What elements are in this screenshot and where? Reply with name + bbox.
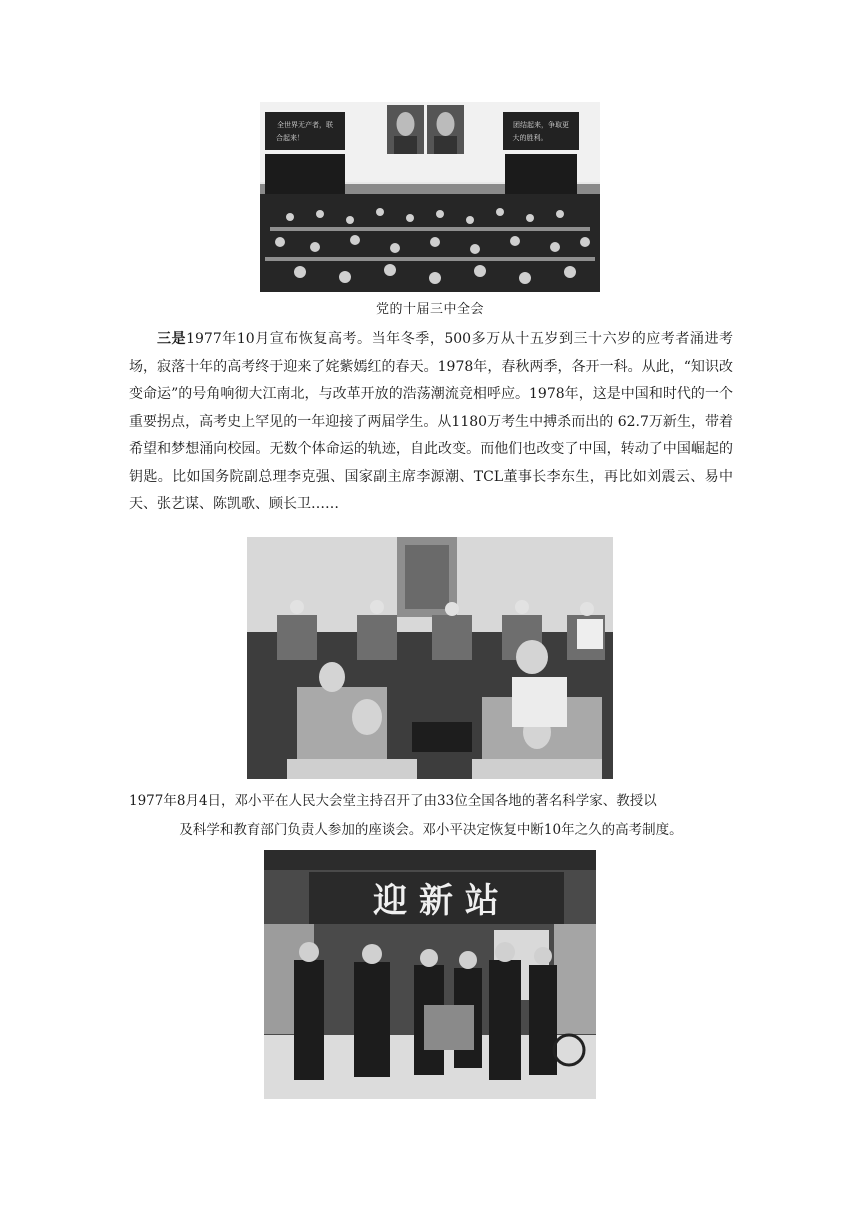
welcome-station-photo: [264, 850, 596, 1099]
caption-line-2: 及科学和教育部门负责人参加的座谈会。邓小平决定恢复中断10年之久的高考制度。: [179, 822, 683, 838]
paragraph-lead: 三是: [157, 331, 187, 347]
svg-text:合起来！: 合起来！: [276, 134, 304, 142]
banner-left-line: 全世界无产者，联: [277, 121, 333, 129]
paragraph-text: 1977年10月宣布恢复高考。当年冬季，500多万从十五岁到三十六岁的应考者涌进考场，寂落十年的高考终于迎来了姹紫嫣红的春天。1978年，春秋两季，各开一科。从此，“知识改变命运”的号角响彻大江南北，与改革开放的浩荡潮流竞相呼应。1978年，这是中国和时代的一个重要拐点，高考史上罕见的一年迎接了两届学生。从1180万考生中搏杀而出的 62.7万新生，带着希望和梦想涌向校园。无数个体命运的轨迹，自此改变。而他们也改变了中国，转动了中国崛起的钥匙。比如国务院副总理李克强、国家副主席李源潮、TCL董事长李东生，再比如刘震云、易中天、张艺谋、陈凯歌、顾长卫……: [129, 331, 733, 512]
plenary-session-photo: [260, 102, 600, 292]
svg-text:大的胜利。: 大的胜利。: [512, 134, 548, 142]
photo-caption: 党的十届三中全会: [375, 302, 484, 317]
welcome-banner: 迎 新 站: [373, 881, 499, 921]
symposium-photo: [247, 537, 613, 779]
caption-line-1: 1977年8月4日，邓小平在人民大会堂主持召开了由33位全国各地的著名科学家、教授以: [129, 793, 657, 809]
svg-text:团结起来，争取更: 团结起来，争取更: [513, 121, 569, 129]
symposium-caption: [129, 787, 733, 845]
body-paragraph: [129, 326, 733, 519]
